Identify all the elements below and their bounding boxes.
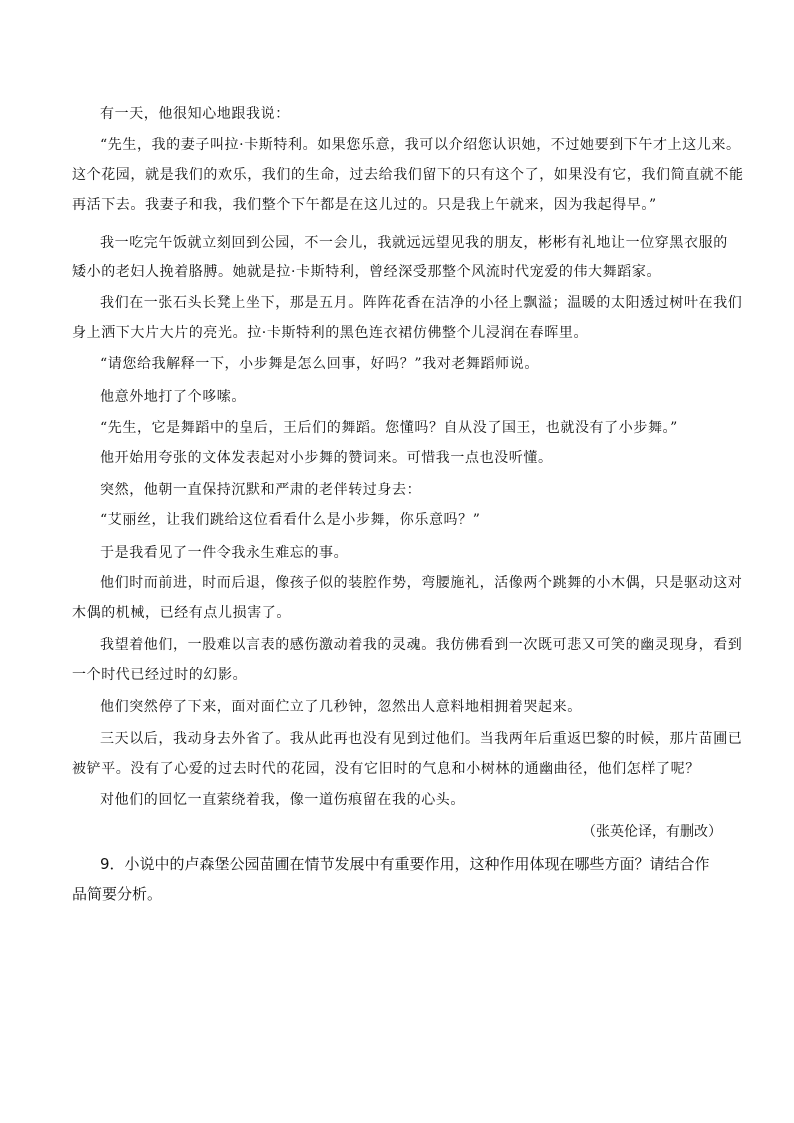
- story-line: 他们时而前进，时而后退，像孩子似的装腔作势，弯腰施礼，活像两个跳舞的小木偶，只是驱动这对: [100, 575, 743, 591]
- story-line: 矮小的老妇人挽着胳膊。她就是拉·卡斯特利，曾经深受那整个风流时代宠爱的伟大舞蹈家。: [72, 264, 662, 280]
- story-line: 一个时代已经过时的幻影。: [72, 667, 248, 683]
- story-line: 身上洒下大片大片的亮光。拉·卡斯特利的黑色连衣裙仿佛整个儿浸润在春晖里。: [72, 325, 589, 341]
- story-line: 被铲平。没有了心爱的过去时代的花园，没有它旧时的气息和小树林的通幽曲径，他们怎样了呢？: [72, 761, 700, 777]
- story-line: 这个花园，就是我们的欢乐，我们的生命，过去给我们留下的只有这个了，如果没有它，我们简直就不能: [72, 167, 744, 183]
- story-line: “先生，我的妻子叫拉·卡斯特利。如果您乐意，我可以介绍您认识她，不过她要到下午才上这儿来。: [100, 137, 741, 153]
- story-line: 他开始用夸张的文体发表起对小步舞的赞词来。可惜我一点也没听懂。: [100, 450, 553, 466]
- story-line: 我们在一张石头长凳上坐下，那是五月。阵阵花香在洁净的小径上飘溢；温暖的太阳透过树叶在我们: [100, 295, 743, 311]
- translator-credit: （张英伦译，有删改）: [582, 824, 722, 840]
- story-line: 他们突然停了下来，面对面伫立了几秒钟，忽然出人意料地相拥着哭起来。: [100, 699, 582, 715]
- story-line: 突然，他朝一直保持沉默和严肃的老伴转过身去：: [100, 482, 422, 498]
- story-line: 木偶的机械，已经有点儿损害了。: [72, 605, 291, 621]
- story-line: 再活下去。我妻子和我，我们整个下午都是在这儿过的。只是我上午就来，因为我起得早。”: [72, 197, 657, 213]
- story-line: 我望着他们，一股难以言表的感伤激动着我的灵魂。我仿佛看到一次既可悲又可笑的幽灵现身，看到: [100, 637, 743, 653]
- story-line: 他意外地打了个哆嗦。: [100, 389, 246, 405]
- story-line: “艾丽丝，让我们跳给这位看看什么是小步舞，你乐意吗？”: [100, 512, 481, 528]
- story-line: 对他们的回忆一直萦绕着我，像一道伤痕留在我的心头。: [100, 792, 465, 808]
- story-line: 有一天，他很知心地跟我说：: [100, 106, 290, 122]
- question-9: 9．小说中的卢森堡公园苗圃在情节发展中有重要作用，这种作用体现在哪些方面？请结合作品简要分析。: [72, 855, 710, 903]
- story-line: “先生，它是舞蹈中的皇后，王后们的舞蹈。您懂吗？自从没了国王，也就没有了小步舞。”: [100, 420, 678, 436]
- story-line: 于是我看见了一件令我永生难忘的事。: [100, 545, 349, 561]
- story-line: “请您给我解释一下，小步舞是怎么回事，好吗？”我对老舞蹈师说。: [100, 356, 539, 372]
- story-line: 三天以后，我动身去外省了。我从此再也没有见到过他们。当我两年后重返巴黎的时候，那片苗圃已: [100, 731, 743, 747]
- story-line: 我一吃完午饭就立刻回到公园，不一会儿，我就远远望见我的朋友，彬彬有礼地让一位穿黑衣服的: [100, 235, 728, 251]
